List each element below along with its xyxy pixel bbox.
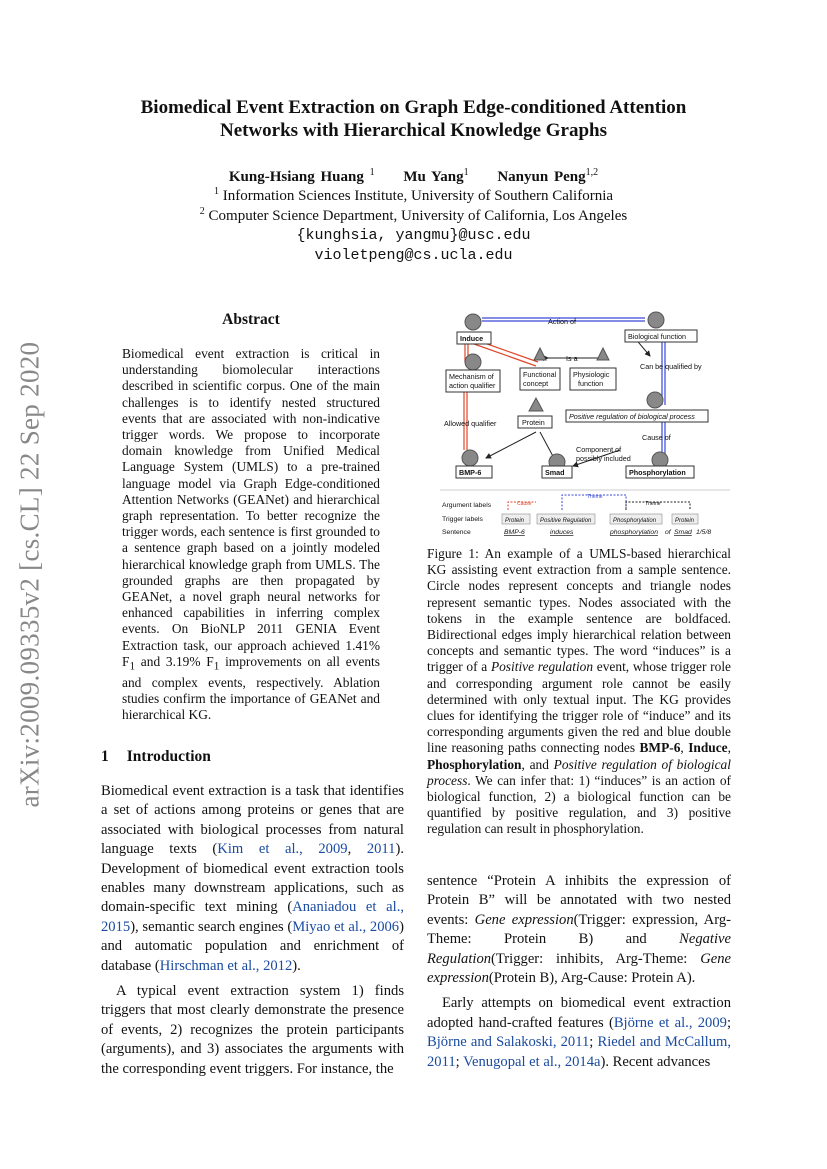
text: ) and automatic population and enrichment of database (	[101, 918, 404, 974]
citation-link[interactable]: Björne et al., 2009	[613, 1014, 727, 1031]
abstract-text: Biomedical event extraction is critical in understanding biomolecular interactions described in scientific corpus. One of the main challenges is to identify nested structured events that are associated with non-indicative trigger words. We propose to incorporate domain knowledge from Unified Medical Language System (UMLS) to a pre-trained language model via Graph Edge-conditioned Attention Networks (GEANet) and hierarchical graph representation. To better recognize the trigger words, each sentence is first grounded to a sentence graph based on a jointly modeled hierarchical knowledge graph from UMLS. The grounded graphs are then propagated by GEANet, a novel graph neural networks for enhanced capabilities in inferring complex events. On BioNLP 2011 GENIA Event Extraction task, our approach achieved 1.41% F	[122, 346, 380, 669]
node-label-bmp6: BMP-6	[459, 468, 482, 477]
node-labels	[444, 317, 708, 478]
sentence-token: Smad	[674, 529, 692, 536]
edge-label-action-of: Action of	[548, 317, 576, 326]
text: ;	[589, 1034, 598, 1051]
text: ).	[292, 957, 301, 974]
caption-label: Figure 1:	[427, 546, 479, 561]
text: Negative Regulation	[427, 931, 731, 967]
sentence-token: induces	[550, 529, 574, 536]
right-column	[427, 872, 731, 1072]
row-label-sentence: Sentence	[442, 529, 471, 536]
paragraph	[427, 994, 731, 1072]
text: Early attempts on biomedical event extraction adopted hand-crafted features (	[427, 995, 731, 1031]
node-label-biological-function: Biological function	[628, 332, 686, 341]
affiliation-2	[90, 206, 737, 225]
author-affiliation-mark: 1	[369, 167, 375, 178]
affiliation-text: Computer Science Department, University of California, Los Angeles	[208, 208, 628, 224]
node-label-phosphorylation: Phosphorylation	[629, 468, 686, 477]
affiliation-number: 1	[213, 186, 219, 197]
abstract-text: improvements on all events and complex events, respectively. Ablation studies confirm the importance of GEANet and hierarchical KG.	[122, 653, 380, 723]
citation-link[interactable]: Venugopal et al., 2014a	[463, 1053, 601, 1070]
edge-label-allowed-qualifier: Allowed qualifier	[444, 419, 497, 428]
node-label-mechanism: Mechanism of	[449, 372, 494, 381]
text: ), semantic search engines (	[130, 918, 293, 935]
text: (Trigger: expression, Arg-Theme: Protein B) and	[427, 911, 731, 948]
sentence-token: of	[665, 529, 671, 536]
author-list	[90, 167, 737, 186]
title-line-2: Networks with Hierarchical Knowledge Graphs	[219, 120, 607, 141]
text: Positive regulation of biological process	[427, 756, 731, 788]
text: Induce	[688, 740, 728, 756]
text: ,	[727, 740, 731, 756]
text: An example of a UMLS-based hierarchical KG assisting event extraction from a sample sentence. Circle nodes represent concepts and triangle nodes represent semantic types. Nodes associated with the tokens in the example sentence are boldfaced. Bidirectional edges imply hierarchical relation between concepts and semantic types. The word “induces” is a trigger of a	[427, 546, 731, 675]
node-label-functional-2: concept	[523, 379, 549, 388]
text: sentence “Protein A inhibits the expression of Protein B” will be annotated with two nested events:	[427, 873, 731, 928]
trigger-label: Protein	[675, 518, 695, 524]
edge-label-can-be-qualified: Can be qualified by	[640, 362, 702, 371]
text: Gene expression	[474, 911, 574, 928]
author-affiliation-mark: 1,2	[585, 167, 599, 178]
citation-link[interactable]: Björne and Salakoski, 2011	[427, 1034, 590, 1051]
text: event, whose trigger role and corresponding argument role cannot be easily determined with only textual input. The KG provides clues for identifying the trigger role of “induce” and its corresponding arguments given the red and blue double line reasoning paths connecting nodes	[427, 659, 731, 756]
paragraph: A typical event extraction system 1) finds triggers that most clearly demonstrate the presence of events, 2) recognizes the protein participants (arguments), and 3) associates the arguments with the corresponding event triggers. For instance, the	[101, 983, 404, 1077]
title-line-1: Biomedical Event Extraction on Graph Edge-conditioned Attention	[140, 97, 687, 118]
abstract-text: and 3.19% F	[135, 653, 214, 669]
sentence-token: phosphorylation	[610, 529, 658, 536]
text: (Trigger: inhibits, Arg-Theme:	[491, 950, 701, 967]
subscript: 1	[129, 660, 136, 673]
edge-label-component-2: possibly included	[576, 454, 631, 463]
affiliation-1	[90, 186, 737, 205]
author-name: Kung-Hsiang Huang	[228, 169, 364, 185]
section-heading	[101, 748, 229, 766]
citation-link[interactable]: Hirschman et al., 2012	[159, 957, 293, 974]
text: ,	[347, 841, 367, 858]
edge-label-cause-of: Cause of	[642, 433, 671, 442]
section-title: Introduction	[126, 748, 211, 765]
arxiv-identifier: arXiv:2009.09335v2 [cs.CL] 22 Sep 2020	[14, 341, 45, 808]
citation-link[interactable]: 2011	[366, 841, 396, 858]
citation-link[interactable]: Kim et al., 2009	[217, 841, 348, 858]
citation-link[interactable]: Riedel and McCallum, 2011	[427, 1034, 731, 1070]
email-line-2[interactable]: violetpeng@cs.ucla.edu	[314, 247, 513, 264]
arg-label-theme-2: Theme	[645, 501, 661, 507]
node-label-mechanism-2: action qualifier	[449, 381, 496, 390]
node-label-positive-regulation: Positive regulation of biological process	[569, 412, 695, 421]
affiliation-text: Information Sciences Institute, University of Southern California	[222, 188, 614, 204]
node-label-physiologic: Physiologic	[573, 370, 610, 379]
text: Phosphorylation	[427, 756, 522, 772]
text: ;	[726, 1014, 732, 1031]
node-label-functional: Functional	[523, 370, 557, 379]
node-label-protein: Protein	[522, 418, 545, 427]
arg-label-theme-1: Theme	[587, 494, 603, 500]
citation-link[interactable]: Ananiadou et al., 2015	[101, 899, 404, 935]
row-label-trigger: Trigger labels	[442, 516, 483, 523]
black-edges	[486, 330, 650, 466]
text: Positive regulation	[490, 659, 594, 675]
node-label-induce: Induce	[460, 334, 484, 343]
affiliation-number: 2	[199, 206, 205, 217]
paragraph	[427, 872, 731, 988]
sentence-token: BMP-6	[504, 529, 525, 536]
text: BMP-6	[639, 740, 681, 756]
edge-label-component: Component of	[576, 445, 622, 454]
text: ). Development of biomedical event extraction tools enables many downstream applications, such as domain-specific text mining (	[101, 841, 404, 916]
trigger-label: Positive Regulation	[540, 518, 592, 524]
email-line-1[interactable]: {kunghsia, yangmu}@usc.edu	[296, 227, 531, 244]
text: Biomedical event extraction is a task that identifies a set of actions among proteins or genes that are associated with biological processes from natural language texts (	[101, 783, 404, 858]
abstract-heading: Abstract	[222, 311, 280, 328]
section-number: 1	[101, 748, 109, 765]
text: ,	[680, 740, 689, 756]
text: Gene expression	[427, 950, 731, 987]
figure-caption	[427, 546, 731, 838]
paper-title	[90, 96, 737, 142]
intro-column	[101, 782, 404, 1079]
author-name: Nanyun Peng	[497, 169, 586, 185]
subscript: 1	[213, 660, 220, 673]
paragraph	[101, 782, 404, 976]
node-label-smad: Smad	[545, 468, 565, 477]
author-name: Mu Yang	[403, 169, 464, 185]
arg-label-cause: Cause	[517, 501, 532, 507]
figure-1-knowledge-graph	[440, 310, 730, 542]
sentence-token: 1/5/8	[696, 529, 712, 536]
trigger-label: Protein	[505, 518, 525, 524]
row-label-argument: Argument labels	[442, 502, 492, 509]
text: ). Recent advances	[600, 1053, 711, 1070]
trigger-label: Phosphorylation	[613, 518, 657, 524]
text: , and	[521, 756, 554, 772]
text: ;	[455, 1053, 464, 1070]
text: (Protein B), Arg-Cause: Protein A).	[488, 970, 696, 987]
citation-link[interactable]: Miyao et al., 2006	[292, 918, 400, 935]
text: . We can infer that: 1) “induces” is an action of biological function, 2) a biological function can be quantified by positive regulation, and 3) positive regulation can result in phosphorylation.	[427, 772, 731, 837]
node-label-physiologic-2: function	[578, 379, 604, 388]
abstract-body	[122, 346, 380, 723]
author-affiliation-mark: 1	[463, 167, 469, 178]
annotation-table	[440, 490, 730, 536]
edge-label-is-a: Is a	[566, 354, 578, 363]
